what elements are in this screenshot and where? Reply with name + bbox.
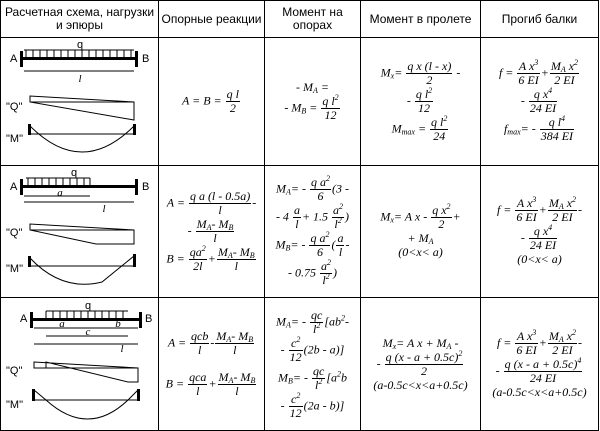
- reaction-formula-1: A = B = $\frac{\text{q l}}{2}$: [159, 38, 265, 166]
- support-label-b: B: [141, 181, 149, 193]
- fixed-support-right: [139, 312, 142, 328]
- beam: [32, 318, 140, 321]
- load-label-q: q: [70, 167, 77, 179]
- dimension-label-a: a: [58, 318, 65, 330]
- scheme-cell-2: [1, 166, 159, 298]
- header-scheme: Расчетная схема, нагрузки и эпюры: [1, 1, 159, 38]
- moment-end-left: [28, 256, 31, 267]
- dimension-label-b: b: [114, 318, 121, 330]
- deflection-formula-1: f = $\frac{A x^3}{6 EI}$ + $\frac{M_A x^2}{2 EI}$ - $\frac{q x^4}{24 EI}$ $f_{max}=$ - $\frac{q l^4}{384 EI}$: [481, 38, 599, 166]
- load-label-q: q: [76, 39, 83, 51]
- moment-end-right: [133, 254, 136, 267]
- scheme-diagram-1: [2, 38, 158, 160]
- fraction: $\frac{\text{q l}}{2}$: [226, 87, 239, 115]
- shear-diagram: [30, 224, 134, 244]
- distributed-load-arrows: [26, 50, 131, 57]
- fixed-support-left: [20, 179, 23, 195]
- beam: [22, 57, 136, 60]
- shear-diagram: [30, 96, 134, 120]
- support-moment-formula-1: - $M_A$ = - $M_B$ = $\frac{q l^2}{12}$: [265, 38, 361, 166]
- support-moment-formula-2: $M_A=$ - $\frac{q a^2}{6}$ (3 - - 4 $\frac{a}{l}$ + 1.5 $\frac{a^2}{l^2}$ ) $M_B=$ - $\frac{q a^2}{6}$ ( $\frac{a}{l}$ - - 0.75 $\frac{a^2}{l^2}$ ): [265, 166, 361, 298]
- span-moment-formula-1: $M_x=$ $\frac{\text{q x (l - x)}}{2}$ - - $\frac{q l^2}{12}$ $M_{max}$ = $\frac{q l^2}{24}$: [361, 38, 481, 166]
- support-label-a: A: [19, 313, 27, 325]
- dimension-label-c: c: [85, 326, 90, 338]
- dimension-label-a: a: [56, 187, 63, 199]
- moment-diagram: [30, 256, 134, 284]
- moment-end-left: [28, 124, 31, 135]
- shear-diagram: [34, 362, 138, 382]
- support-label-b: B: [141, 53, 149, 65]
- shear-diagram-label: "Q": [5, 227, 22, 239]
- span-label-l: l: [101, 203, 106, 215]
- row-partial-load-middle: [1, 298, 599, 431]
- support-label-a: A: [9, 53, 17, 65]
- moment-end-right: [137, 389, 140, 401]
- scheme-cell-1: [1, 38, 159, 166]
- distributed-load-arrows: [28, 178, 90, 185]
- fixed-support-left: [30, 312, 33, 328]
- moment-end-left: [32, 389, 35, 401]
- row-partial-load-left: [1, 166, 599, 298]
- span-moment-formula-2: $M_x= A$ x - $\frac{q x^2}{2}$ + + $M_A$ (0<x< a): [361, 166, 481, 298]
- row-fixed-fixed-uniform: [1, 38, 599, 166]
- reaction-formula-2: A = $\frac{\text{q a (l - 0.5a)}}{l}$ - - $\frac{M_A- M_B}{l}$ B = $\frac{qa^2}{2l}$ + $\frac{M_A- M_B}{l}$: [159, 166, 265, 298]
- scheme-diagram-3: [2, 298, 158, 425]
- reaction-formula-3: A = qcb l - $\frac{M_A- M_B}{l}$ B = qca l + $\frac{M_A- M_B}{l}$: [159, 298, 265, 431]
- moment-diagram: [30, 126, 134, 152]
- span-label-l: l: [119, 343, 124, 355]
- scheme-cell-3: [1, 298, 159, 431]
- deflection-formula-3: f = $\frac{A x^3}{6 EI}$ + $\frac{M_A x^2}{2 EI}$ - - $\frac{q (x - a + 0.5c)^4}{24 EI}$ (a-0.5c<x<a+0.5c): [481, 298, 599, 431]
- span-label-l: l: [77, 73, 82, 85]
- load-label-q: q: [84, 300, 91, 312]
- deflection-condition: (a-0.5c<x<a+0.5c): [492, 384, 587, 399]
- shear-diagram-label: "Q": [5, 365, 22, 377]
- moment-diagram-label: "M": [5, 133, 23, 145]
- header-moment-supports: Момент на опорах: [265, 1, 361, 38]
- scheme-diagram-2: [2, 166, 158, 292]
- deflection-condition: (0<x< a): [517, 252, 562, 266]
- span-condition: (0<x< a): [398, 245, 443, 259]
- support-moment-formula-3: $M_A=$ - $\frac{qc}{l^2}$ [$ab^2-$ - $\frac{c^2}{12}$ (2b - a)] $M_B=$ - $\frac{qc}{l^2}$ [$a^2b$ - $\frac{c^2}{12}$ (2a - b)]: [265, 298, 361, 431]
- header-deflection: Прогиб балки: [481, 1, 599, 38]
- span-moment-formula-3: $M_x= A$ $x + M_A$ - - $\frac{q (x - a + 0.5c)^2}{2}$ (a-0.5c<x<a+0.5c): [361, 298, 481, 431]
- span-condition: (a-0.5c<x<a+0.5c): [373, 377, 468, 392]
- header-row: [1, 1, 599, 38]
- distributed-load-arrows: [46, 311, 123, 318]
- fixed-support-right: [135, 51, 138, 67]
- moment-diagram-label: "M": [5, 399, 23, 411]
- beam: [22, 185, 136, 188]
- header-moment-span: Момент в пролете: [361, 1, 481, 38]
- fixed-support-left: [20, 51, 23, 67]
- deflection-formula-2: f = $\frac{A x^3}{6 EI}$ + $\frac{M_A x^2}{2 EI}$ - - $\frac{q x^4}{24 EI}$ (0<x< a): [481, 166, 599, 298]
- moment-end-right: [133, 124, 136, 135]
- support-label-b: B: [144, 313, 152, 325]
- fixed-support-right: [135, 179, 138, 195]
- moment-diagram-label: "M": [5, 263, 23, 275]
- header-reactions: Опорные реакции: [159, 1, 265, 38]
- moment-diagram: [34, 390, 138, 419]
- shear-diagram-label: "Q": [5, 101, 22, 113]
- support-label-a: A: [9, 181, 17, 193]
